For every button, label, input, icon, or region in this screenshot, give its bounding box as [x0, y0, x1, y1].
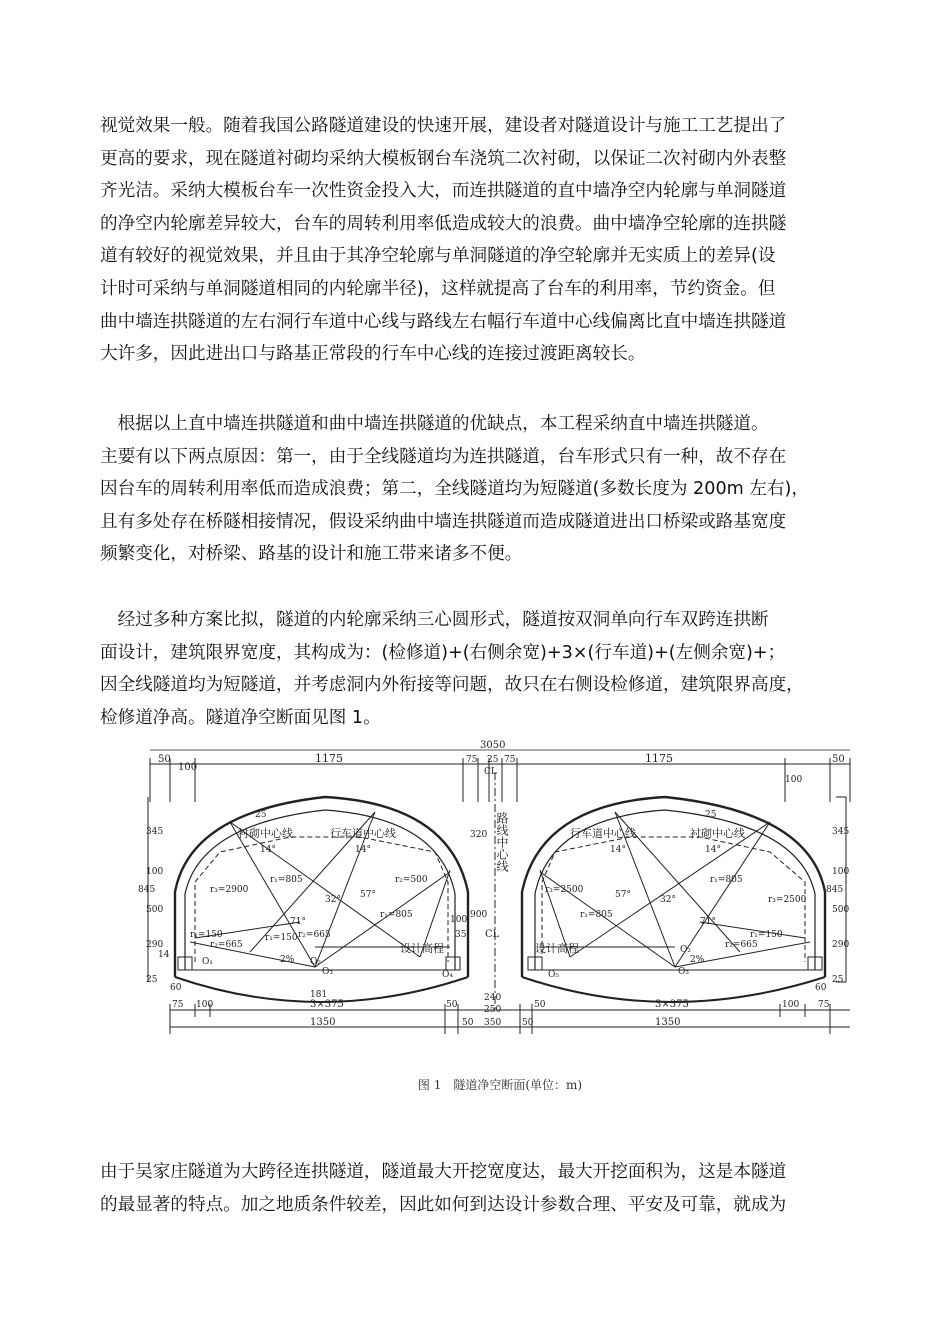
text-line: 因全线隧道均为短隧道，并考虑洞内外衔接等问题，故只在右侧设检修道，建筑限界高度，: [100, 675, 804, 696]
dim-label: 25: [832, 975, 844, 985]
dim-label: 100: [785, 775, 803, 785]
dim-label: 250: [484, 1005, 502, 1015]
dim-label: 75: [172, 1000, 184, 1010]
dim-label: 1350: [310, 1017, 336, 1028]
tunnel-section-drawing: [138, 740, 850, 1042]
dim-label: 350: [484, 1018, 502, 1028]
dim-label: 100: [196, 1000, 214, 1010]
paragraph-2: [100, 408, 860, 571]
text-line: 频繁变化，对桥梁、路基的设计和施工带来诸多不便。: [100, 544, 523, 565]
text-line: 面设计，建筑限界宽度，其构成为：(检修道)+(右侧余宽)+3×(行车道)+(左侧余宽)+；: [100, 642, 786, 663]
center-line-label: 路线中心线: [495, 812, 509, 872]
cl-mark: CL: [485, 929, 500, 940]
dim-label: 75: [504, 755, 516, 765]
point-label: O₅: [548, 970, 559, 980]
radius-label: r₁=805: [270, 875, 303, 885]
dim-label: 345: [832, 827, 850, 837]
dim-label: 500: [146, 905, 164, 915]
text-line: 大许多，因此进出口与路基正常段的行车中心线的连接过渡距离较长。: [100, 344, 646, 365]
angle-label: 32°: [325, 895, 341, 905]
dim-label: 25: [705, 810, 717, 820]
lane-center-label: 行车道中心线: [330, 827, 396, 840]
dim-label: 181: [310, 990, 328, 1000]
dim-label: 25: [487, 755, 499, 765]
text-line: 经过多种方案比拟，隧道的内轮廓采纳三心圆形式，隧道按双洞单向行车双跨连拱断: [100, 610, 769, 630]
paragraph-4: [100, 1156, 860, 1221]
dim-label: 35: [455, 930, 467, 940]
dim-label: 500: [832, 905, 850, 915]
dim-label: 50: [534, 1000, 546, 1010]
text-line: 齐光洁。采纳大模板台车一次性资金投入大，而连拱隧道的直中墙净空内轮廓与单洞隧道: [100, 181, 787, 202]
dim-label: 1350: [655, 1017, 681, 1028]
dim-label: 100: [782, 1000, 800, 1010]
text-line: 且有多处存在桥隧相接情况，假设采纳曲中墙连拱隧道而造成隧道进出口桥梁或路基宽度: [100, 511, 787, 532]
radius-label: r₂=665: [210, 940, 243, 950]
radius-label: r₁=805: [580, 910, 613, 920]
radius-label: r₂=665: [725, 940, 758, 950]
angle-label: 14°: [705, 845, 721, 855]
radius-label: r₁=805: [710, 875, 743, 885]
radius-label: r₃=2500: [545, 885, 584, 895]
paragraph-1: [100, 110, 860, 371]
slope-label: 2%: [280, 955, 295, 965]
dim-label: 100: [178, 762, 198, 773]
angle-label: 71°: [700, 917, 716, 927]
dim-label: 1175: [315, 752, 343, 765]
point-label: O₂: [680, 945, 691, 955]
text-line: 计时可采纳与单洞隧道相同的内轮廓半径)，这样就提高了台车的利用率，节约资金。但: [100, 278, 776, 299]
point-label: O₃: [322, 967, 333, 977]
dim-label: 240: [484, 993, 502, 1003]
point-label: O₃: [678, 967, 689, 977]
lane-center-label: 行车道中心线: [570, 827, 636, 840]
angle-label: 57°: [615, 890, 631, 900]
text-line: 主要有以下两点原因：第一，由于全线隧道均为连拱隧道，台车形式只有一种，故不存在: [100, 446, 787, 467]
radius-label: r₃=2500: [768, 895, 807, 905]
text-line: 道有较好的视觉效果，并且由于其净空轮廓与单洞隧道的净空轮廓并无实质上的差异(设: [100, 246, 776, 267]
dim-label: 14: [158, 950, 170, 960]
text-line: 更高的要求，现在隧道衬砌均采纳大模板钢台车浇筑二次衬砌，以保证二次衬砌内外表整: [100, 148, 787, 169]
lining-center-label: 衬砌中心线: [238, 827, 293, 840]
text-line: 的净空内轮廓差异较大，台车的周转利用率低造成较大的浪费。曲中墙净空轮廓的连拱隧: [100, 213, 787, 234]
dim-label: 3×375: [655, 999, 689, 1010]
dim-label: 1175: [645, 752, 673, 765]
dim-label: CL: [484, 767, 497, 777]
dim-label: 100: [832, 867, 850, 877]
dim-label: 845: [826, 885, 844, 895]
lining-center-label: 衬砌中心线: [690, 827, 745, 840]
angle-label: 57°: [360, 890, 376, 900]
radius-label: r₂=665: [298, 930, 331, 940]
dim-label: 60: [815, 983, 827, 993]
dim-label: 50: [446, 1000, 458, 1010]
point-label: O₄: [442, 970, 453, 980]
paragraph-3: [100, 604, 860, 734]
angle-label: 14°: [355, 845, 371, 855]
angle-label: 71°: [290, 917, 306, 927]
dim-label: 100: [450, 915, 468, 925]
design-elevation-label: 设计高程: [535, 942, 579, 955]
text-line: 检修道净高。隧道净空断面见图 1。: [100, 707, 381, 728]
text-line: 曲中墙连拱隧道的左右洞行车道中心线与路线左右幅行车道中心线偏离比直中墙连拱隧道: [100, 311, 787, 332]
dim-label: 320: [470, 830, 488, 840]
tunnel-section-figure: [138, 740, 850, 1042]
radius-label: r₁=150: [265, 933, 298, 943]
dim-label: 75: [818, 1000, 830, 1010]
radius-label: r₁=805: [380, 910, 413, 920]
dim-label: 25: [146, 975, 158, 985]
design-elevation-label: 设计高程: [400, 942, 444, 955]
dim-label: 25: [255, 810, 267, 820]
radius-label: r₁=150: [750, 930, 783, 940]
dim-label: 345: [146, 827, 164, 837]
dim-label: 60: [170, 983, 182, 993]
dim-label: 50: [462, 1018, 474, 1028]
dim-label: 900: [470, 910, 488, 920]
text-line: 的最显著的特点。加之地质条件较差，因此如何到达设计参数合理、平安及可靠，就成为: [100, 1194, 787, 1215]
radius-label: r₁=150: [190, 930, 223, 940]
point-label: O₁: [202, 957, 213, 967]
text-line: 视觉效果一般。随着我国公路隧道建设的快速开展，建设者对隧道设计与施工工艺提出了: [100, 116, 787, 136]
angle-label: 14°: [260, 845, 276, 855]
dim-label: 3050: [480, 740, 506, 751]
dim-label: 290: [146, 940, 164, 950]
angle-label: 32°: [660, 895, 676, 905]
dim-label: 50: [522, 1018, 534, 1028]
slope-label: 2%: [690, 955, 705, 965]
dim-label: 75: [466, 755, 478, 765]
dim-label: 100: [146, 867, 164, 877]
text-line: 根据以上直中墙连拱隧道和曲中墙连拱隧道的优缺点，本工程采纳直中墙连拱隧道。: [100, 414, 769, 434]
text-line: 因台车的周转利用率低而造成浪费；第二，全线隧道均为短隧道(多数长度为 200m 左右)，: [100, 479, 810, 500]
dim-label: 845: [138, 885, 156, 895]
figure-caption: 图 1 隧道净空断面(单位：m): [417, 1078, 583, 1092]
dim-label: 3×375: [310, 999, 344, 1010]
dim-label: 50: [832, 754, 845, 765]
radius-label: r₃=2900: [210, 885, 249, 895]
angle-label: 14°: [610, 845, 626, 855]
radius-label: r₂=500: [395, 875, 428, 885]
point-label: O₂: [310, 957, 321, 967]
dim-label: 50: [158, 754, 171, 765]
dim-label: 290: [832, 940, 850, 950]
text-line: 由于吴家庄隧道为大跨径连拱隧道，隧道最大开挖宽度达，最大开挖面积为，这是本隧道: [100, 1162, 787, 1182]
